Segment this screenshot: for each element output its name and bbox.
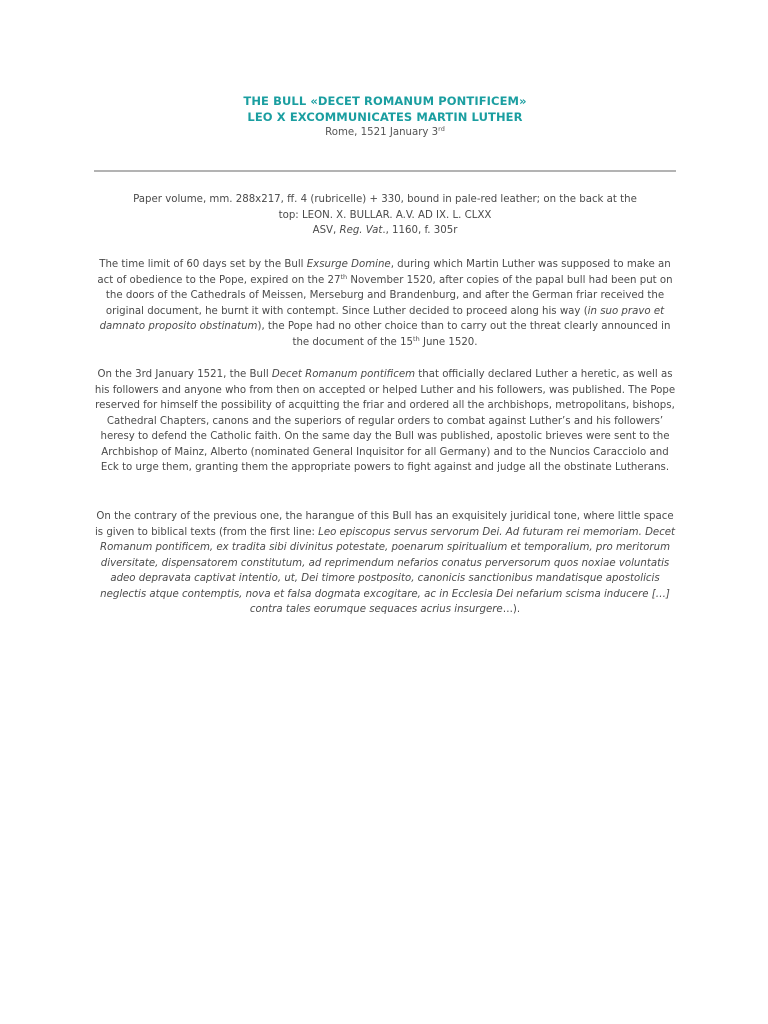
p3-text-2: …). [502,604,521,615]
p3-latin-incipit: Leo episcopus servus servorum Dei. Ad futuram rei memoriam. Decet Romanum pontificem, ex tradita sibi divinitus potestate, poenarum spiritualium et temporalium, pro meritorum diversitate, dispensatorem constitutum, ad reprimendum nefarios conatus perversorum quos noxiae voluntatis adeo depravata captivat intentio, ut, Dei timore postposito, canonicis sanctionibus mandatisque apostolicis neglectis atque contemptis, nova et falsa dogmata excogitare, ac in Ecclesia Dei nefarium scisma inducere […] contra tales eorumque sequaces acrius insurgere [99,526,676,615]
p1-text-1: The time limit of 60 days set by the Bull [99,259,307,270]
paragraph-3 [94,509,676,618]
p1-ordinal-1: th [340,272,348,281]
horizontal-divider [94,170,676,172]
p1-latin-quote: in suo pravo et damnato proposito obstinatum [99,305,665,332]
date-suffix: rd [438,125,445,133]
asv-folio: ., 1160, f. 305r [382,225,458,236]
p3-text-1: On the contrary of the previous one, the harangue of this Bull has an exquisitely juridical tone, where little space is given to biblical texts (from the first line: [94,511,674,538]
document-title: THE BULL «DECET ROMANUM PONTIFICEM» [243,94,527,108]
p1-text-3: November 1520, after copies of the papal bull had been put on the doors of the Cathedrals of Meissen, Merseburg and Brandenburg, and after the German friar received the original document, he burnt it with contempt. Since Luther decided to proceed along his way ( [105,274,673,317]
p2-text-1: On the 3rd January 1521, the Bull [97,369,272,380]
paragraph-1 [94,257,676,350]
p1-bull-name: Exsurge Domine [306,259,391,270]
archival-description [94,192,676,239]
p1-text-2: , during which Martin Luther was supposed to make an act of obedience to the Pope, expired on the 27 [97,259,671,286]
document-subtitle: LEO X EXCOMMUNICATES MARTIN LUTHER [247,110,523,124]
description-line-1: Paper volume, mm. 288x217, ff. 4 (rubricelle) + 330, bound in pale-red leather; on the back at the [133,194,637,205]
document-header [94,93,676,140]
p1-text-4: ), the Pope had no other choice than to carry out the threat clearly announced in the document of the 15 [257,321,671,348]
p2-text-2: that officially declared Luther a heretic, as well as his followers and anyone who from then on accepted or helped Luther and his followers, was published. The Pope reserved for himself the possibility of acquitting the friar and ordered all the archbishops, metropolitans, bishops, Cathedral Chapters, canons and the superiors of regular orders to combat against Luther’s and his followers’ heresy to defend the Catholic faith. On the same day the Bull was published, apostolic brieves were sent to the Archbishop of Mainz, Alberto (nominated General Inquisitor for all Germany) and to the Nuncios Caracciolo and Eck to urge them, granting them the appropriate powers to fight against and judge all the obstinate Lutherans. [94,369,676,473]
asv-register: Reg. Vat [339,225,383,236]
description-line-2: top: LEON. X. BULLAR. A.V. AD IX. L. CLXX [278,209,492,221]
paragraph-2 [94,367,676,476]
date-text: Rome, 1521 January 3 [325,127,439,138]
p1-ordinal-2: th [413,334,420,343]
asv-prefix: ASV, [312,225,340,236]
p2-bull-name: Decet Romanum pontificem [271,369,416,380]
document-date [94,125,676,140]
archival-reference [94,223,676,239]
p1-text-5: June 1520. [419,336,478,348]
